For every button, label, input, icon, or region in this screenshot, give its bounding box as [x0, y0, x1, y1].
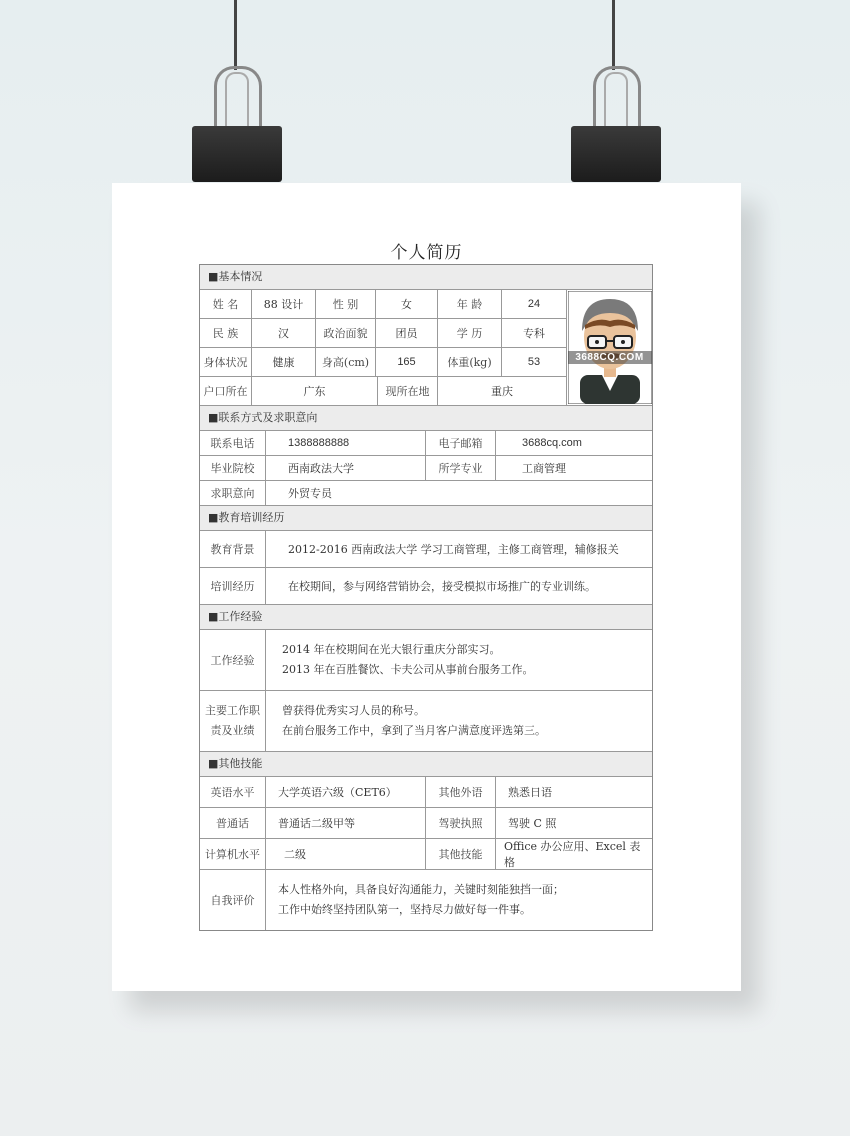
education-value: 专科	[523, 327, 545, 340]
duty-label	[200, 691, 266, 751]
email-value: 3688cq.com	[522, 437, 582, 449]
resume-table	[199, 264, 653, 931]
duty-label-line: 主要工作职	[205, 704, 260, 717]
basic-row-3	[200, 348, 566, 377]
self-eval-label: 自我评价	[200, 870, 266, 930]
skills-row-3	[200, 839, 652, 870]
work-row-1	[200, 630, 652, 691]
height-label: 身高(cm)	[316, 348, 376, 376]
residence-label: 现所在地	[378, 377, 438, 405]
photo-watermark: 3688CQ.COM	[575, 352, 644, 363]
binder-clip-right	[571, 66, 661, 184]
section-contact-header: ■联系方式及求职意向	[200, 406, 652, 431]
age-label: 年 龄	[438, 290, 502, 318]
section-education-header: ■教育培训经历	[200, 506, 652, 531]
english-label: 英语水平	[200, 777, 266, 807]
gender-label: 性 别	[316, 290, 376, 318]
edu-bg-value: 2012-2016 西南政法大学 学习工商管理，主修工商管理，辅修报关	[288, 543, 619, 556]
hanging-wire-left	[234, 0, 237, 70]
work-exp-label: 工作经验	[200, 630, 266, 690]
age-value: 24	[527, 298, 541, 310]
name-value: 88 设计	[252, 290, 316, 318]
work-exp-line: 2013 年在百胜餐饮、卡夫公司从事前台服务工作。	[282, 663, 534, 676]
license-label: 驾驶执照	[426, 808, 496, 838]
duty-line: 在前台服务工作中，拿到了当月客户满意度评选第三。	[282, 724, 546, 737]
computer-value: 二级	[266, 839, 426, 869]
ethnicity-value: 汉	[252, 319, 316, 347]
section-skills-header: ■其他技能	[200, 752, 652, 777]
duty-value	[266, 691, 652, 751]
political-value: 团员	[376, 319, 438, 347]
hukou-label: 户口所在	[200, 377, 252, 405]
political-label: 政治面貌	[316, 319, 376, 347]
self-eval-value	[266, 870, 652, 930]
intent-label: 求职意向	[200, 481, 266, 505]
contact-row-3	[200, 481, 652, 506]
school-value: 西南政法大学	[266, 456, 426, 480]
email-label: 电子邮箱	[426, 431, 496, 455]
self-eval-line: 工作中始终坚持团队第一，坚持尽力做好每一件事。	[278, 903, 531, 916]
training-label: 培训经历	[200, 568, 266, 604]
profile-photo	[568, 291, 652, 404]
basic-info-block	[200, 290, 652, 406]
other-lang-label: 其他外语	[426, 777, 496, 807]
english-value: 大学英语六级（CET6）	[266, 777, 426, 807]
ethnicity-label: 民 族	[200, 319, 252, 347]
basic-row-2	[200, 319, 566, 348]
work-row-2	[200, 691, 652, 752]
section-basic-header: ■基本情况	[200, 265, 652, 290]
skills-row-4	[200, 870, 652, 930]
weight-value: 53	[527, 356, 541, 368]
basic-row-1	[200, 290, 566, 319]
mandarin-label: 普通话	[200, 808, 266, 838]
hukou-value: 广东	[252, 377, 378, 405]
skills-row-1	[200, 777, 652, 808]
gender-value: 女	[376, 290, 438, 318]
basic-row-4	[200, 377, 566, 405]
license-value: 驾驶 C 照	[508, 817, 557, 830]
binder-clip-left	[192, 66, 282, 184]
resume-paper	[112, 183, 741, 991]
avatar-illustration-icon	[568, 291, 652, 404]
major-label: 所学专业	[426, 456, 496, 480]
education-label: 学 历	[438, 319, 502, 347]
duty-label-line: 责及业绩	[210, 724, 255, 737]
school-label: 毕业院校	[200, 456, 266, 480]
contact-row-2	[200, 456, 652, 481]
hanging-wire-right	[612, 0, 615, 70]
height-value: 165	[376, 348, 438, 376]
phone-value: 1388888888	[266, 431, 426, 455]
intent-value: 外贸专员	[288, 487, 332, 500]
work-exp-value	[266, 630, 652, 690]
page-title: 个人简历	[390, 243, 463, 263]
self-eval-line: 本人性格外向，具备良好沟通能力，关键时刻能独挡一面；	[278, 883, 564, 896]
section-work-header: ■工作经验	[200, 605, 652, 630]
other-skill-value: Office 办公应用、Excel 表格	[504, 840, 641, 869]
skills-row-2	[200, 808, 652, 839]
training-value: 在校期间，参与网络营销协会，接受模拟市场推广的专业训练。	[288, 580, 596, 593]
other-skill-label: 其他技能	[426, 839, 496, 869]
education-row-1	[200, 531, 652, 568]
duty-line: 曾获得优秀实习人员的称号。	[282, 704, 425, 717]
edu-bg-label: 教育背景	[200, 531, 266, 567]
health-value: 健康	[252, 348, 316, 376]
health-label: 身体状况	[200, 348, 252, 376]
contact-row-1	[200, 431, 652, 456]
name-label: 姓 名	[200, 290, 252, 318]
weight-label: 体重(kg)	[438, 348, 502, 376]
computer-label: 计算机水平	[200, 839, 266, 869]
other-lang-value: 熟悉日语	[508, 786, 552, 799]
mandarin-value: 普通话二级甲等	[266, 808, 426, 838]
residence-value: 重庆	[491, 385, 513, 398]
education-row-2	[200, 568, 652, 605]
major-value: 工商管理	[522, 462, 566, 475]
phone-label: 联系电话	[200, 431, 266, 455]
work-exp-line: 2014 年在校期间在光大银行重庆分部实习。	[282, 643, 501, 656]
